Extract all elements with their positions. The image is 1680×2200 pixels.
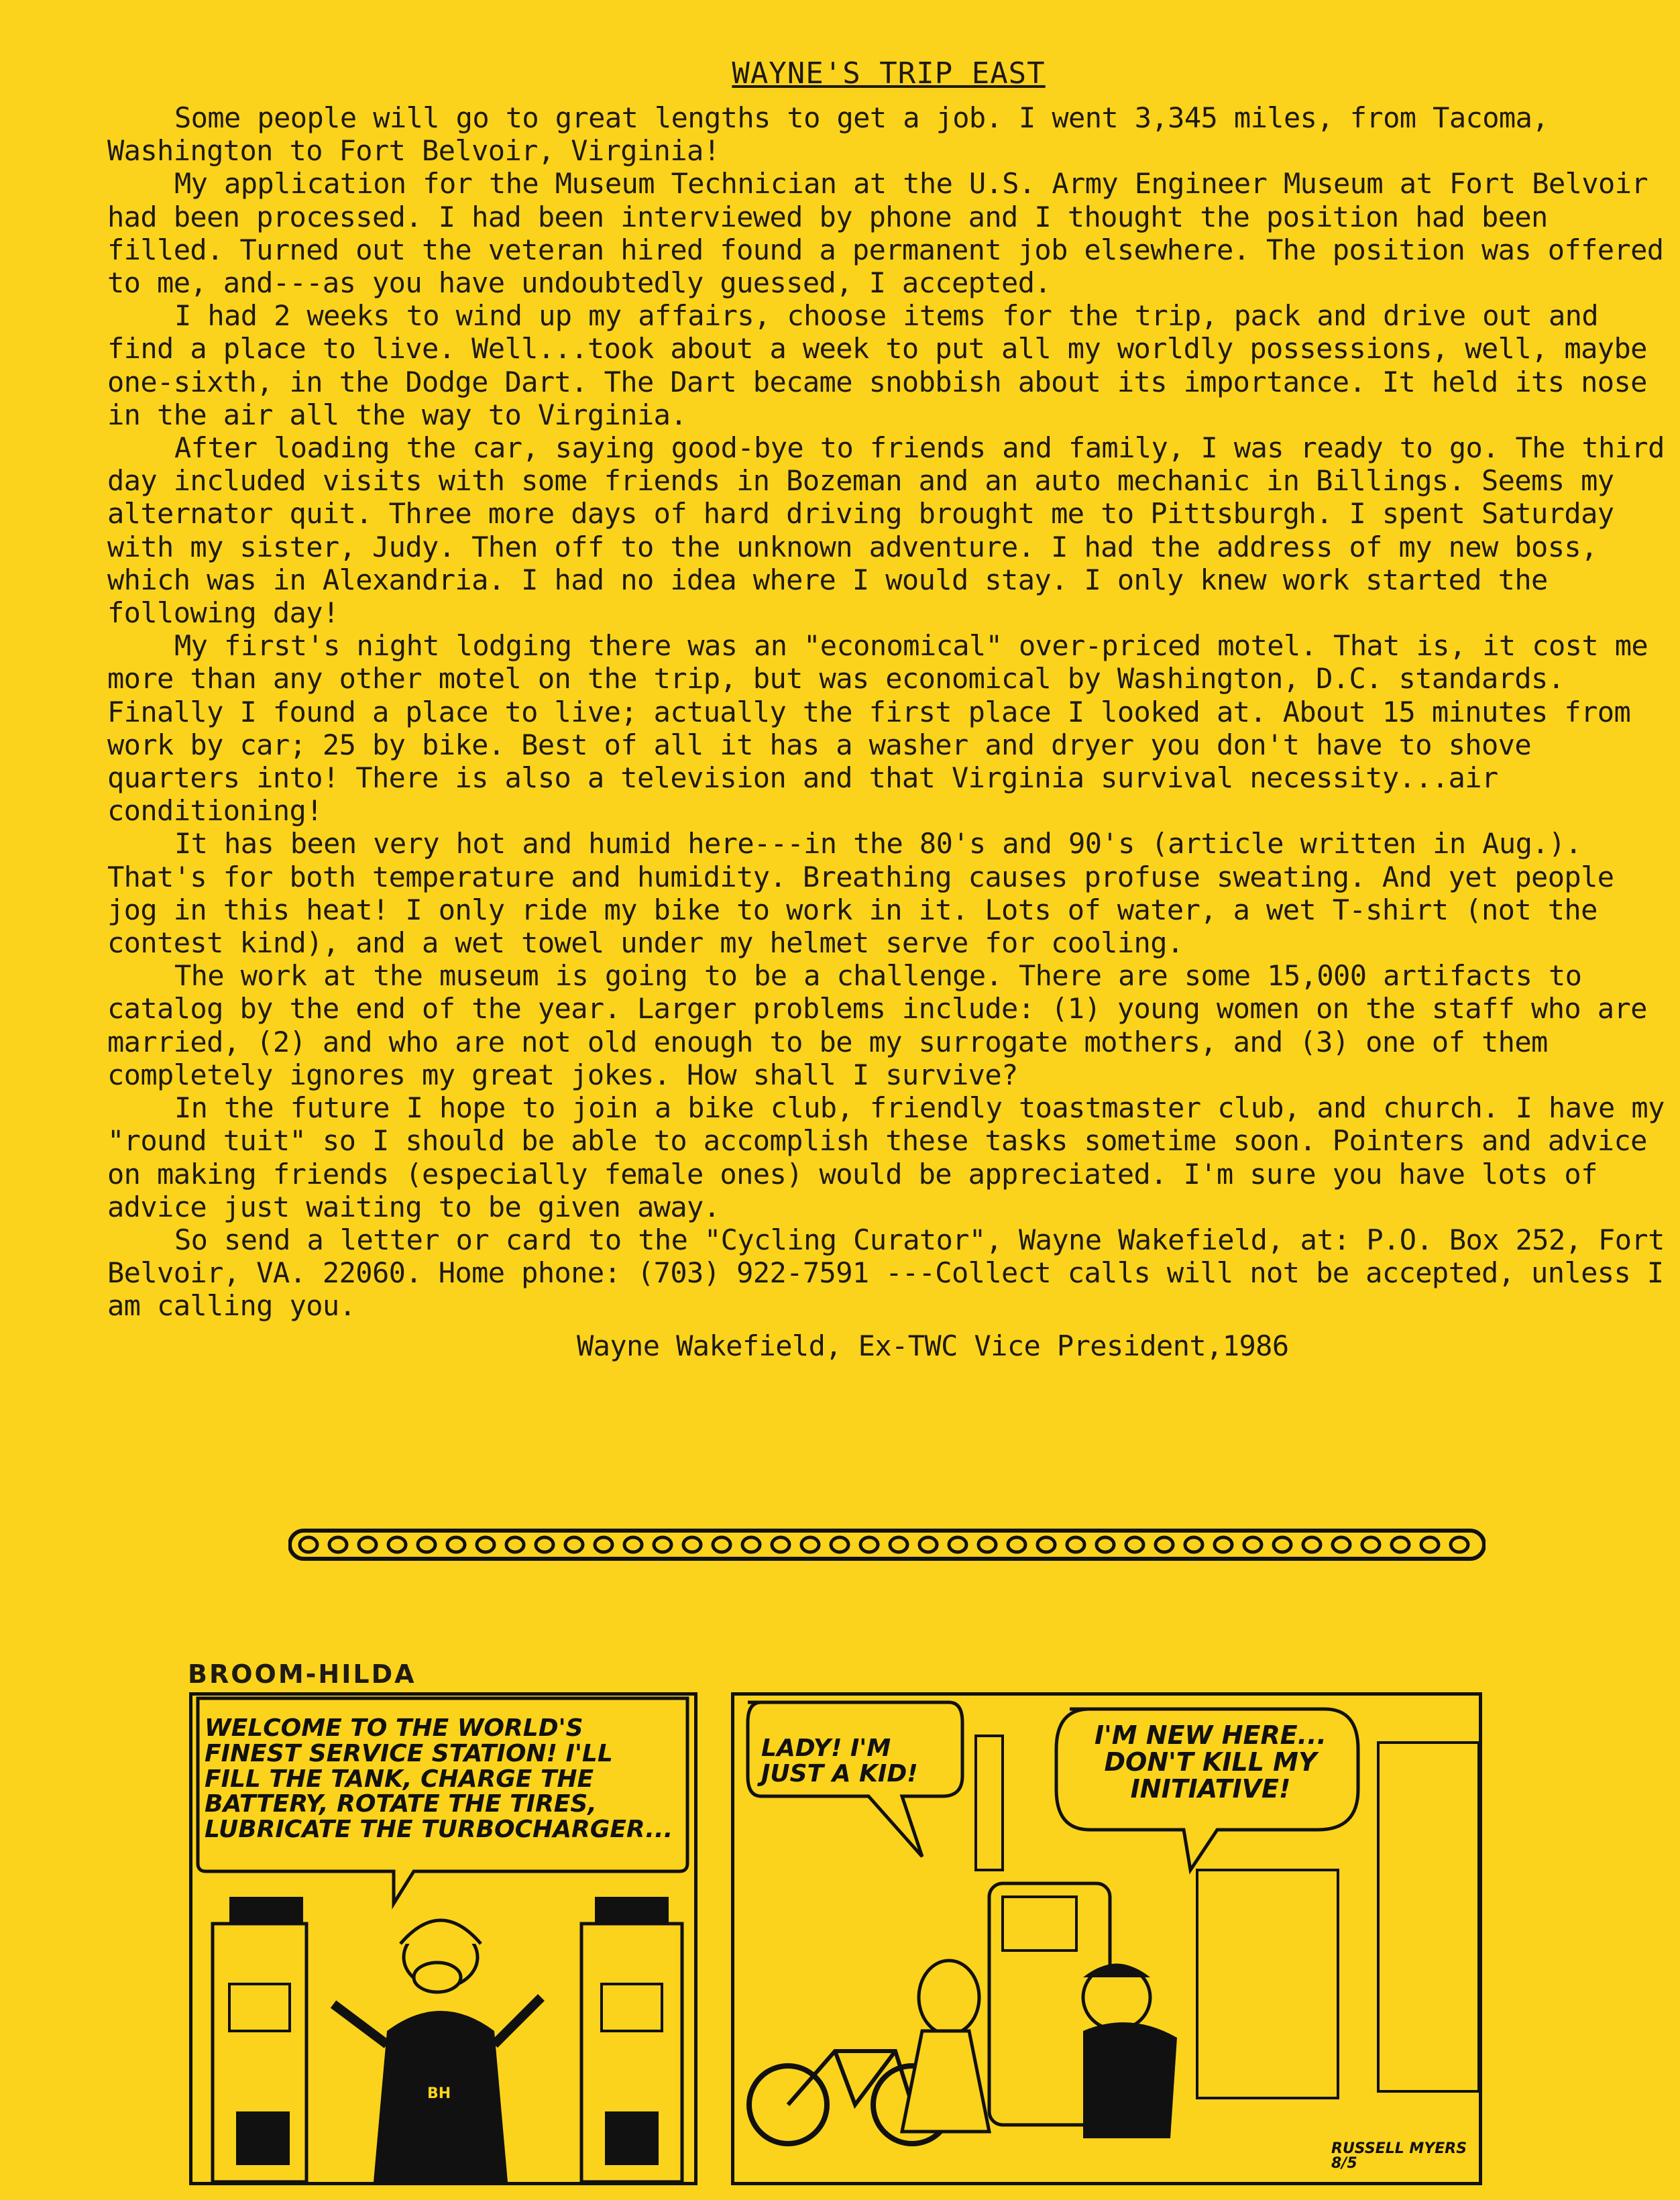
- panel-2-attendant-speech: I'M NEW HERE... DON'T KILL MY INITIATIVE!: [1094, 1720, 1327, 1804]
- paragraph-5: My first's night lodging there was an "economical" over-priced motel. That is, it cost me more than any other motel on the trip, but was economical by Washington, D.C. standards. Finally I found a place to live; actually the first place I looked at. About 15 minutes from work by car; 25 by bike. Best of all it has a washer and dryer you don't have to shove quarters into! There is also a television and that Virginia survival necessity...air conditioning!: [107, 629, 1648, 828]
- panel-2-kid-speech: LADY! I'M JUST A KID!: [761, 1735, 918, 1788]
- paragraph-4: After loading the car, saying good-bye to friends and family, I was ready to go. The third day included visits with some friends in Bozeman and an auto mechanic in Billings. Seems my alternator quit. Three more days of hard driving brought me to Pittsburgh. I spent Saturday with my sister, Judy. Then off to the unknown adventure. I had the address of my new boss, which was in Alexandria. I had no idea where I would stay. I only knew work started the following day!: [107, 431, 1665, 630]
- article: [107, 56, 1670, 1362]
- paragraph-1: Some people will go to great lengths to get a job. I went 3,345 miles, from Tacoma, Washington to Fort Belvoir, Virginia!: [107, 101, 1549, 168]
- paragraph-2: My application for the Museum Technician at the U.S. Army Engineer Museum at Fort Belvoir had been processed. I had been interviewed by phone and I thought the position had been filled. Turned out the veteran hired found a permanent job elsewhere. The position was offered to me, and---as you have undoubtedly guessed, I accepted.: [107, 167, 1664, 300]
- paragraph-6: It has been very hot and humid here---in the 80's and 90's (article written in Aug.). That's for both temperature and humidity. Breathing causes profuse sweating. And yet people jog in this heat! I only ride my bike to work in it. Lots of water, a wet T-shirt (not the contest kind), and a wet towel under my helmet serve for cooling.: [107, 827, 1614, 960]
- paragraph-7: The work at the museum is going to be a challenge. There are some 15,000 artifacts to catalog by the end of the year. Larger problems include: (1) young women on the staff who are married, (2) and who are not old enough to be my surrogate mothers, and (3) one of them completely ignores my great jokes. How shall I survive?: [107, 959, 1647, 1091]
- comic-panel-1: [189, 1692, 697, 2185]
- article-title: WAYNE'S TRIP EAST: [732, 56, 1046, 91]
- bike-chain-divider: [288, 1521, 1486, 1568]
- cap-initials: BH: [427, 2085, 451, 2102]
- comic-title: BROOM-HILDA: [188, 1659, 416, 1689]
- article-signature: Wayne Wakefield, Ex-TWC Vice President,1986: [577, 1329, 1289, 1362]
- paragraph-9: So send a letter or card to the "Cycling Curator", Wayne Wakefield, at: P.O. Box 252, Fort Belvoir, VA. 22060. Home phone: (703) 922-7591 ---Collect calls will not be accepted, unless I am calling you.: [107, 1223, 1665, 1323]
- panel-1-speech: WELCOME TO THE WORLD'S FINEST SERVICE STATION! I'LL FILL THE TANK, CHARGE THE BATTERY, ROTATE THE TIRES, LUBRICATE THE TURBOCHARGER...: [205, 1714, 673, 1844]
- paragraph-8: In the future I hope to join a bike club, friendly toastmaster club, and church. I have my "round tuit" so I should be able to accomplish these tasks sometime soon. Pointers and advice on making friends (especially female ones) would be appreciated. I'm sure you have lots of advice just waiting to be given away.: [107, 1091, 1665, 1223]
- artist-signature: RUSSELL MYERS 8/5: [1331, 2140, 1467, 2172]
- paragraph-3: I had 2 weeks to wind up my affairs, choose items for the trip, pack and drive out and find a place to live. Well...took about a week to put all my worldly possessions, well, maybe one-sixth, in the Dodge Dart. The Dart became snobbish about its importance. It held its nose in the air all the way to Virginia.: [107, 299, 1647, 431]
- comic-panel-2: [731, 1692, 1482, 2185]
